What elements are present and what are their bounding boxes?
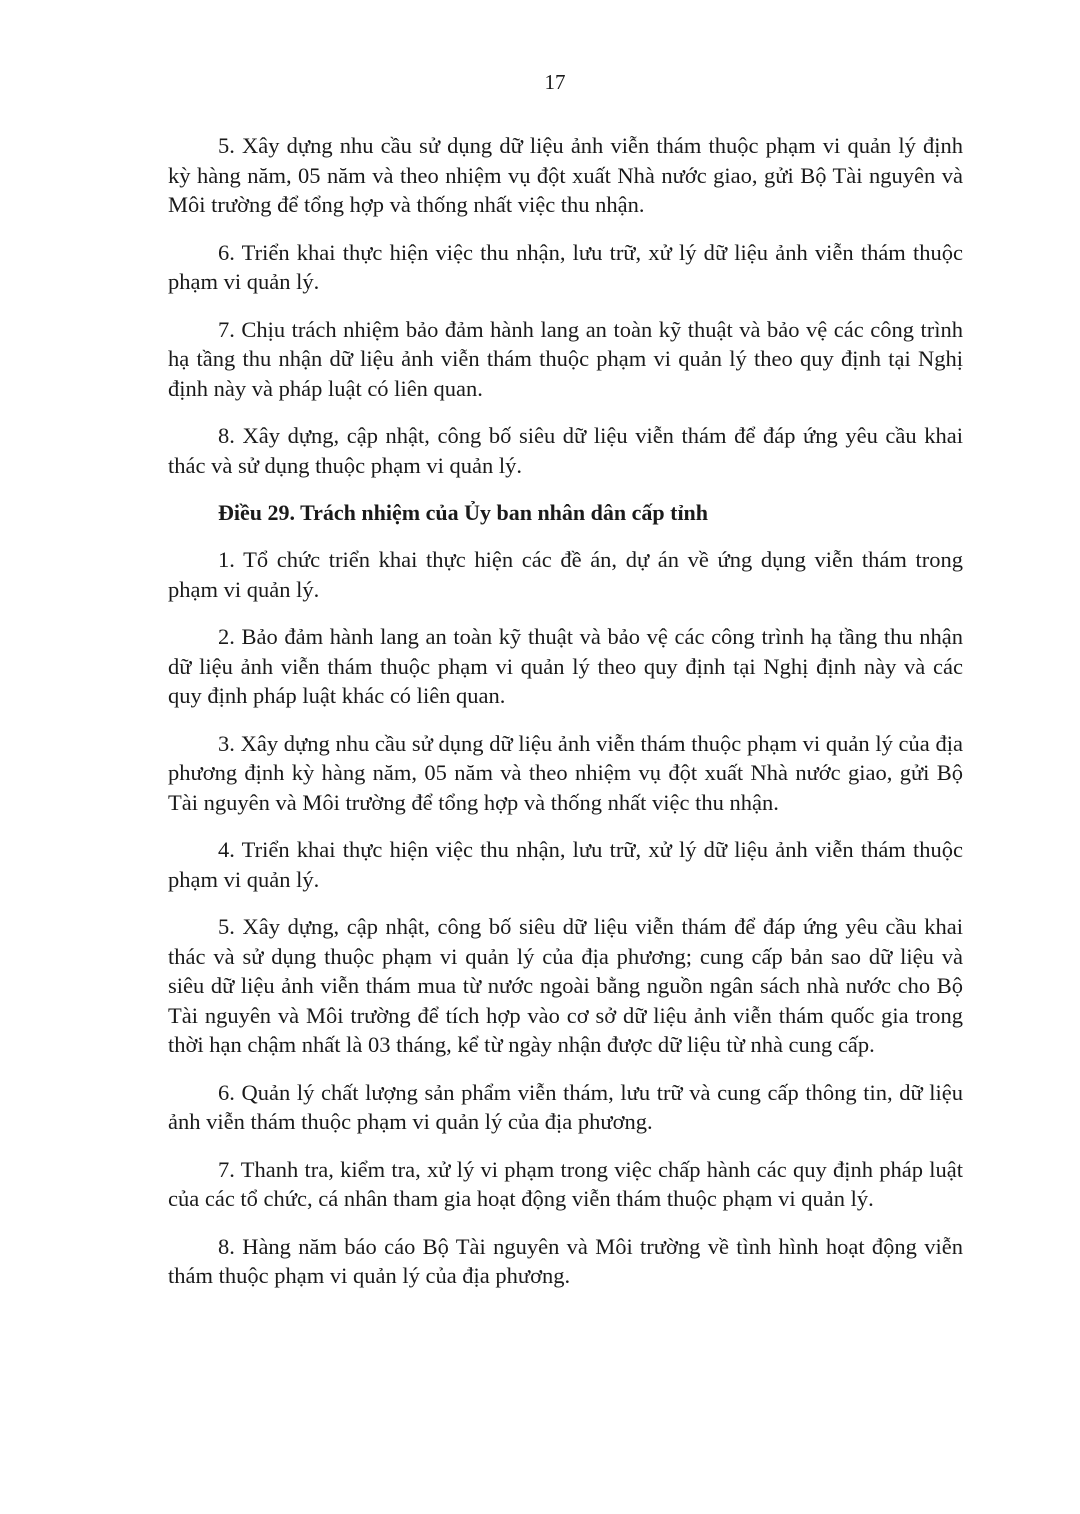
list-item: 7. Chịu trách nhiệm bảo đảm hành lang an toàn kỹ thuật và bảo vệ các công trình hạ tầng thu nhận dữ liệu ảnh viễn thám thuộc phạm vi quản lý theo quy định tại Nghị định này và pháp luật có liên quan. — [168, 316, 963, 401]
list-item: 5. Xây dựng, cập nhật, công bố siêu dữ liệu viễn thám để đáp ứng yêu cầu khai thác và sử dụng thuộc phạm vi quản lý của địa phương; cung cấp bản sao dữ liệu và siêu dữ liệu ảnh viễn thám mua từ nước ngoài bằng nguồn ngân sách nhà nước cho Bộ Tài nguyên và Môi trường để tích hợp vào cơ sở dữ liệu ảnh viễn thám quốc gia trong thời hạn chậm nhất là 03 tháng, kể từ ngày nhận được dữ liệu từ nhà cung cấp. — [168, 914, 963, 1057]
list-item: 6. Quản lý chất lượng sản phẩm viễn thám, lưu trữ và cung cấp thông tin, dữ liệu ảnh viễn thám thuộc phạm vi quản lý của địa phương. — [168, 1079, 963, 1134]
list-item: 7. Thanh tra, kiểm tra, xử lý vi phạm trong việc chấp hành các quy định pháp luật của các tổ chức, cá nhân tham gia hoạt động viễn thám thuộc phạm vi quản lý. — [168, 1156, 963, 1211]
list-item: 3. Xây dựng nhu cầu sử dụng dữ liệu ảnh viễn thám thuộc phạm vi quản lý của địa phương định kỳ hàng năm, 05 năm và theo nhiệm vụ đột xuất Nhà nước giao, gửi Bộ Tài nguyên và Môi trường để tổng hợp và thống nhất việc thu nhận. — [168, 730, 963, 815]
document-body — [168, 131, 963, 1291]
list-item: 2. Bảo đảm hành lang an toàn kỹ thuật và bảo vệ các công trình hạ tầng thu nhận dữ liệu ảnh viễn thám thuộc phạm vi quản lý theo quy định tại Nghị định này và các quy định pháp luật khác có liên quan. — [168, 624, 963, 708]
list-item: 1. Tổ chức triển khai thực hiện các đề án, dự án về ứng dụng viễn thám trong phạm vi quản lý. — [168, 547, 963, 602]
list-item: 5. Xây dựng nhu cầu sử dụng dữ liệu ảnh viễn thám thuộc phạm vi quản lý định kỳ hàng năm, 05 năm và theo nhiệm vụ đột xuất Nhà nước giao, gửi Bộ Tài nguyên và Môi trường để tổng hợp và thống nhất việc thu nhận. — [168, 133, 963, 217]
list-item: 8. Hàng năm báo cáo Bộ Tài nguyên và Môi trường về tình hình hoạt động viễn thám thuộc phạm vi quản lý của địa phương. — [168, 1233, 963, 1288]
article-heading: Điều 29. Trách nhiệm của Ủy ban nhân dân cấp tỉnh — [218, 500, 709, 525]
list-item: 8. Xây dựng, cập nhật, công bố siêu dữ liệu viễn thám để đáp ứng yêu cầu khai thác và sử dụng thuộc phạm vi quản lý. — [168, 423, 963, 478]
list-item: 6. Triển khai thực hiện việc thu nhận, lưu trữ, xử lý dữ liệu ảnh viễn thám thuộc phạm vi quản lý. — [168, 239, 963, 294]
list-item: 4. Triển khai thực hiện việc thu nhận, lưu trữ, xử lý dữ liệu ảnh viễn thám thuộc phạm vi quản lý. — [168, 837, 963, 892]
page-number: 17 — [544, 70, 566, 94]
